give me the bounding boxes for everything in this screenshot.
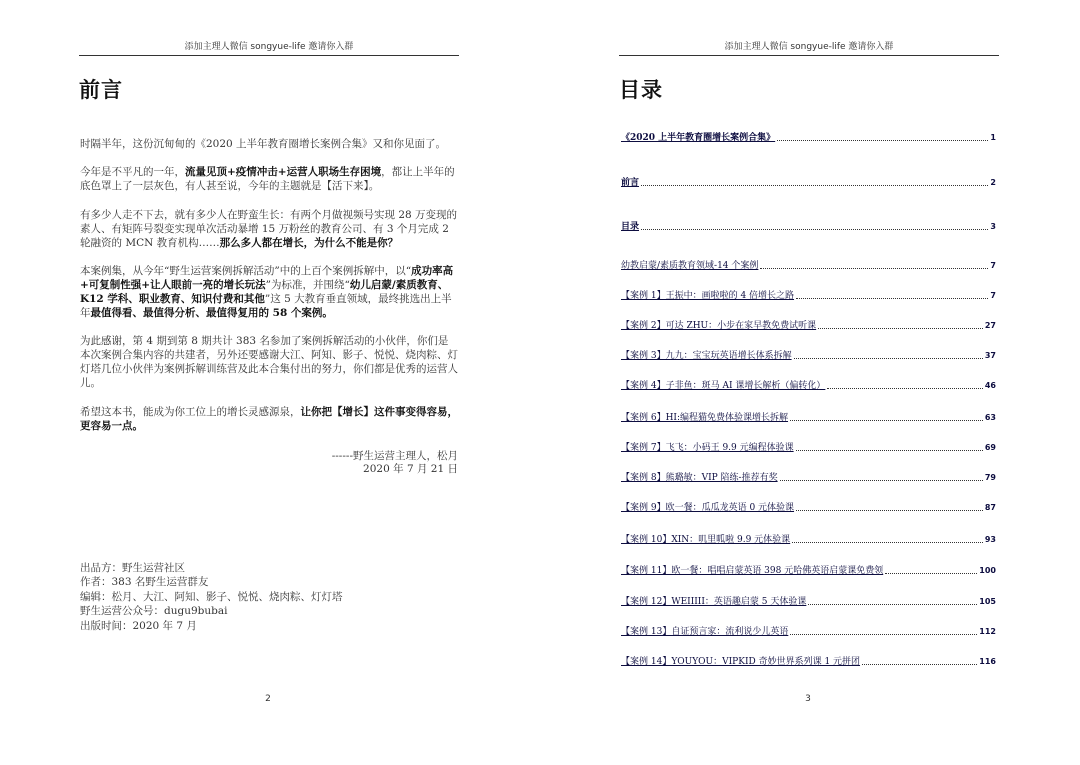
toc-entry[interactable] bbox=[621, 258, 996, 272]
bold-text: 成功率高+可复制性强+让人眼前一亮的增长玩法 bbox=[80, 265, 454, 291]
toc-entry-title[interactable]: 【案例 4】子非鱼：斑马 AI 课增长解析（偏转化） bbox=[621, 381, 826, 391]
toc-entry-title[interactable]: 【案例 14】YOUYOU：VIPKID 奇妙世界系列课 1 元拼团 bbox=[621, 657, 861, 667]
toc-leader-dots bbox=[862, 664, 977, 665]
toc-entry-page: 93 bbox=[984, 535, 996, 544]
toc-leader-dots bbox=[777, 140, 988, 141]
toc-entry-page: 46 bbox=[984, 381, 996, 390]
preface-paragraph bbox=[80, 334, 458, 390]
toc-entry[interactable] bbox=[621, 594, 996, 608]
toc-title: 目录 bbox=[619, 78, 663, 102]
signature-author: ------野生运营主理人，松月 bbox=[331, 450, 458, 462]
toc-entry[interactable] bbox=[621, 624, 996, 638]
page-title: 前言 bbox=[79, 78, 123, 102]
toc-leader-dots bbox=[780, 480, 983, 481]
toc-leader-dots bbox=[796, 510, 983, 511]
colophon-wechat: 野生运营公众号：dugu9bubai bbox=[80, 605, 228, 618]
right-page bbox=[540, 0, 1080, 765]
text-run: ，都让上半年的底色罩上了一层灰色，有人甚至说，今年的主题就是【活下来】。 bbox=[80, 166, 455, 192]
text-run: 希望这本书，能成为你工位上的增长灵感源泉， bbox=[80, 406, 301, 418]
toc-leader-dots bbox=[641, 229, 988, 230]
text-run: 今年是不平凡的一年， bbox=[80, 166, 185, 178]
toc-entry-title[interactable]: 【案例 3】九九：宝宝玩英语增长体系拆解 bbox=[621, 351, 792, 361]
toc-leader-dots bbox=[796, 298, 988, 299]
toc-entry-title[interactable]: 【案例 9】欧一餐：瓜瓜龙英语 0 元体验课 bbox=[621, 503, 795, 513]
toc-entry-page: 7 bbox=[990, 261, 996, 270]
colophon-author: 作者：383 名野生运营群友 bbox=[80, 576, 209, 589]
toc-entry[interactable] bbox=[621, 654, 996, 668]
toc-entry[interactable] bbox=[621, 348, 996, 362]
toc-entry-title[interactable]: 【案例 2】可达 ZHU：小步在家早教免费试听课 bbox=[621, 321, 817, 331]
signature-date: 2020 年 7 月 21 日 bbox=[363, 463, 458, 475]
bold-text: 让你把【增长】这件事变得容易，更容易一点。 bbox=[80, 406, 458, 432]
toc-entry[interactable] bbox=[621, 440, 996, 454]
toc-entry-title[interactable]: 【案例 10】XIN：叽里呱啦 9.9 元体验课 bbox=[621, 535, 791, 545]
toc-leader-dots bbox=[794, 358, 983, 359]
colophon-editors: 编辑：松月、大江、阿知、影子、悦悦、烧肉粽、灯灯塔 bbox=[80, 590, 343, 603]
toc-entry-title[interactable]: 《2020 上半年教育圈增长案例合集》 bbox=[621, 133, 776, 143]
toc-entry[interactable] bbox=[621, 378, 996, 392]
toc-leader-dots bbox=[885, 573, 977, 574]
toc-entry-page: 100 bbox=[979, 566, 996, 575]
colophon-date: 出版时间：2020 年 7 月 bbox=[80, 619, 197, 632]
text-run: 时隔半年，这份沉甸甸的《2020 上半年教育圈增长案例合集》又和你见面了。 bbox=[80, 138, 447, 150]
toc-entry-page: 3 bbox=[990, 222, 996, 231]
toc-entry-page: 37 bbox=[984, 351, 996, 360]
page-header-text: 添加主理人微信 songyue-life 邀请你入群 bbox=[724, 42, 894, 52]
toc-entry-page: 112 bbox=[979, 627, 996, 636]
page-header-text: 添加主理人微信 songyue-life 邀请你入群 bbox=[184, 42, 354, 52]
preface-paragraph bbox=[80, 264, 458, 320]
toc-entry-title[interactable]: 【案例 8】熊璐敏：VIP 陪练-推荐有奖 bbox=[621, 473, 778, 483]
toc-leader-dots bbox=[641, 185, 988, 186]
toc-entry-title[interactable]: 幼教启蒙/素质教育领域-14 个案例 bbox=[621, 261, 759, 271]
toc-leader-dots bbox=[790, 420, 983, 421]
toc-entry-title[interactable]: 目录 bbox=[621, 222, 640, 232]
colophon bbox=[80, 561, 458, 633]
preface-paragraph bbox=[80, 165, 458, 193]
toc-entry-page: 2 bbox=[990, 178, 996, 187]
toc-entry[interactable] bbox=[621, 500, 996, 514]
toc-entry[interactable] bbox=[621, 130, 996, 144]
toc-entry-title[interactable]: 【案例 1】王振中：画啦啦的 4 倍增长之路 bbox=[621, 291, 795, 301]
toc-leader-dots bbox=[792, 542, 983, 543]
text-run: ”这 5 大教育垂直领域，最终挑选出上半年 bbox=[80, 293, 452, 319]
preface-paragraph bbox=[80, 208, 458, 250]
bold-text: 幼儿启蒙/素质教育、K12 学科、职业教育、知识付费和其他 bbox=[80, 279, 449, 305]
toc-entry[interactable] bbox=[621, 318, 996, 332]
page-number: 3 bbox=[805, 694, 811, 704]
toc-entry-title[interactable]: 【案例 7】飞飞：小码王 9.9 元编程体验课 bbox=[621, 443, 794, 453]
toc-leader-dots bbox=[808, 604, 977, 605]
toc-entry-page: 105 bbox=[979, 597, 996, 606]
bold-text: 流量见顶+疫情冲击+运营人职场生存困境 bbox=[185, 166, 382, 178]
toc-entry-page: 7 bbox=[990, 291, 996, 300]
toc-entry-page: 69 bbox=[984, 443, 996, 452]
toc-entry[interactable] bbox=[621, 288, 996, 302]
toc-entry[interactable] bbox=[621, 410, 996, 424]
toc-entry-page: 63 bbox=[984, 413, 996, 422]
page-number: 2 bbox=[265, 694, 271, 704]
bold-text: 那么多人都在增长，为什么不能是你？ bbox=[219, 237, 399, 249]
toc-entry[interactable] bbox=[621, 175, 996, 189]
toc-entry[interactable] bbox=[621, 532, 996, 546]
colophon-publisher: 出品方：野生运营社区 bbox=[80, 562, 185, 574]
preface-paragraph bbox=[80, 405, 458, 433]
toc-entry-page: 27 bbox=[984, 321, 996, 330]
text-run: 本案例集，从今年“野生运营案例拆解活动”中的上百个案例拆解中，以“ bbox=[80, 265, 412, 277]
toc-entry-title[interactable]: 【案例 12】WEIIIII：英语趣启蒙 5 天体验课 bbox=[621, 597, 807, 607]
toc-leader-dots bbox=[818, 328, 983, 329]
header-rule bbox=[79, 55, 459, 56]
preface-paragraph bbox=[80, 137, 458, 151]
toc-entry-page: 87 bbox=[984, 503, 996, 512]
bold-text: 最值得看、最值得分析、最值得复用的 58 个案例。 bbox=[90, 307, 333, 319]
toc-entry-page: 1 bbox=[990, 133, 996, 142]
toc-leader-dots bbox=[760, 268, 988, 269]
toc-leader-dots bbox=[827, 388, 982, 389]
toc-entry[interactable] bbox=[621, 563, 996, 577]
toc-leader-dots bbox=[790, 634, 977, 635]
toc-entry-title[interactable]: 【案例 11】欧一餐：唱唱启蒙英语 398 元哈佛英语启蒙课免费领 bbox=[621, 566, 884, 576]
toc-entry-title[interactable]: 前言 bbox=[621, 178, 640, 188]
text-run: 有多少人走不下去，就有多少人在野蛮生长：有两个月做视频号实现 28 万变现的素人、有矩阵号裂变实现单次活动暴增 15 万粉丝的教育公司、有 3 个月完成 2 轮融资的 MCN 教育机构…… bbox=[80, 209, 458, 249]
toc-leader-dots bbox=[796, 450, 983, 451]
toc-entry[interactable] bbox=[621, 219, 996, 233]
text-run: 为此感谢，第 4 期到第 8 期共计 383 名参加了案例拆解活动的小伙伴，你们是本次案例合集内容的共建者，另外还要感谢大江、阿知、影子、悦悦、烧肉粽、灯灯塔几位小伙伴为案例拆解训练营及此本合集付出的努力，你们都是优秀的运营人儿。 bbox=[80, 335, 458, 389]
text-run: ”为标准，并围绕“ bbox=[265, 279, 350, 291]
toc-entry-title[interactable]: 【案例 6】HI:编程猫免费体验课增长拆解 bbox=[621, 413, 789, 423]
toc-entry-page: 116 bbox=[979, 657, 996, 666]
toc-entry-title[interactable]: 【案例 13】自证预言家：流利说少儿英语 bbox=[621, 627, 789, 637]
toc-entry-page: 79 bbox=[984, 473, 996, 482]
header-rule bbox=[619, 55, 999, 56]
toc-entry[interactable] bbox=[621, 470, 996, 484]
